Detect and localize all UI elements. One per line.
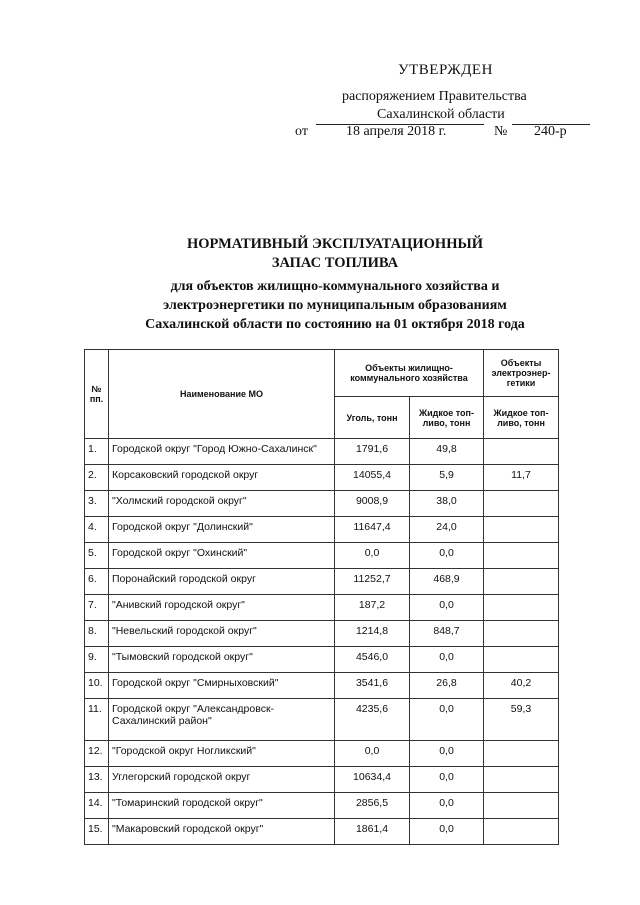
table-row bbox=[85, 569, 559, 595]
row-number: 10. bbox=[85, 673, 109, 699]
row-liquid-fuel-value: 38,0 bbox=[410, 491, 484, 517]
row-liquid-fuel-value: 0,0 bbox=[410, 699, 484, 741]
row-energy-liquid-fuel-value bbox=[484, 439, 559, 465]
row-coal-value: 187,2 bbox=[335, 595, 410, 621]
row-energy-liquid-fuel-value bbox=[484, 793, 559, 819]
row-liquid-fuel-value: 848,7 bbox=[410, 621, 484, 647]
approval-heading: УТВЕРЖДЕН bbox=[398, 62, 493, 78]
header-coal: Уголь, тонн bbox=[335, 397, 410, 439]
row-number: 7. bbox=[85, 595, 109, 621]
title-line-2: ЗАПАС ТОПЛИВА bbox=[271, 255, 399, 271]
subtitle-line-1: для объектов жилищно-коммунального хозяйства и bbox=[170, 279, 500, 294]
row-energy-liquid-fuel-value bbox=[484, 767, 559, 793]
row-number: 4. bbox=[85, 517, 109, 543]
row-energy-liquid-fuel-value bbox=[484, 819, 559, 845]
row-municipality-name: Поронайский городской округ bbox=[109, 569, 335, 595]
row-coal-value: 10634,4 bbox=[335, 767, 410, 793]
row-coal-value: 1791,6 bbox=[335, 439, 410, 465]
row-coal-value: 9008,9 bbox=[335, 491, 410, 517]
row-liquid-fuel-value: 468,9 bbox=[410, 569, 484, 595]
approval-line-2: Сахалинской области bbox=[377, 107, 505, 122]
row-coal-value: 3541,6 bbox=[335, 673, 410, 699]
table-row bbox=[85, 741, 559, 767]
row-number: 5. bbox=[85, 543, 109, 569]
table-row bbox=[85, 465, 559, 491]
table-row bbox=[85, 767, 559, 793]
table-row bbox=[85, 647, 559, 673]
row-number: 2. bbox=[85, 465, 109, 491]
row-energy-liquid-fuel-value bbox=[484, 647, 559, 673]
header-name: Наименование МО bbox=[109, 350, 335, 439]
title-line-1: НОРМАТИВНЫЙ ЭКСПЛУАТАЦИОННЫЙ bbox=[186, 236, 483, 252]
row-liquid-fuel-value: 26,8 bbox=[410, 673, 484, 699]
row-energy-liquid-fuel-value bbox=[484, 621, 559, 647]
subtitle-line-2: электроэнергетики по муниципальным образованиям bbox=[163, 298, 507, 313]
row-number: 6. bbox=[85, 569, 109, 595]
row-energy-liquid-fuel-value: 11,7 bbox=[484, 465, 559, 491]
row-municipality-name: Городской округ "Охинский" bbox=[109, 543, 335, 569]
approval-line-1: распоряжением Правительства bbox=[342, 89, 527, 104]
row-municipality-name: Корсаковский городской округ bbox=[109, 465, 335, 491]
row-liquid-fuel-value: 0,0 bbox=[410, 819, 484, 845]
header-liquid-energy: Жидкое топ-ливо, тонн bbox=[484, 397, 559, 439]
row-liquid-fuel-value: 49,8 bbox=[410, 439, 484, 465]
row-liquid-fuel-value: 0,0 bbox=[410, 741, 484, 767]
row-municipality-name: Городской округ "Александровск-Сахалинский район" bbox=[109, 699, 335, 741]
row-coal-value: 0,0 bbox=[335, 543, 410, 569]
table-row bbox=[85, 439, 559, 465]
row-energy-liquid-fuel-value bbox=[484, 491, 559, 517]
table-row bbox=[85, 595, 559, 621]
row-number: 14. bbox=[85, 793, 109, 819]
header-housing-group: Объекты жилищно-коммунального хозяйства bbox=[335, 350, 484, 397]
header-liquid-housing: Жидкое топ-ливо, тонн bbox=[410, 397, 484, 439]
row-coal-value: 4546,0 bbox=[335, 647, 410, 673]
row-number: 1. bbox=[85, 439, 109, 465]
approval-number: 240-р bbox=[534, 124, 567, 139]
row-number: 8. bbox=[85, 621, 109, 647]
row-coal-value: 2856,5 bbox=[335, 793, 410, 819]
row-energy-liquid-fuel-value bbox=[484, 569, 559, 595]
row-coal-value: 1214,8 bbox=[335, 621, 410, 647]
row-liquid-fuel-value: 0,0 bbox=[410, 595, 484, 621]
subtitle-line-3: Сахалинской области по состоянию на 01 октября 2018 года bbox=[145, 317, 525, 332]
fuel-reserve-table bbox=[84, 349, 559, 845]
from-label: от bbox=[295, 124, 308, 139]
row-liquid-fuel-value: 0,0 bbox=[410, 793, 484, 819]
row-energy-liquid-fuel-value bbox=[484, 741, 559, 767]
table-row bbox=[85, 517, 559, 543]
row-liquid-fuel-value: 0,0 bbox=[410, 767, 484, 793]
row-coal-value: 11647,4 bbox=[335, 517, 410, 543]
row-municipality-name: "Холмский городской округ" bbox=[109, 491, 335, 517]
approval-date: 18 апреля 2018 г. bbox=[346, 124, 447, 139]
row-municipality-name: "Томаринский городской округ" bbox=[109, 793, 335, 819]
row-municipality-name: "Тымовский городской округ" bbox=[109, 647, 335, 673]
row-municipality-name: "Макаровский городской округ" bbox=[109, 819, 335, 845]
row-energy-liquid-fuel-value bbox=[484, 543, 559, 569]
table-row bbox=[85, 699, 559, 741]
row-energy-liquid-fuel-value: 59,3 bbox=[484, 699, 559, 741]
row-municipality-name: Городской округ "Смирныховский" bbox=[109, 673, 335, 699]
row-energy-liquid-fuel-value bbox=[484, 595, 559, 621]
table-row bbox=[85, 491, 559, 517]
table-row bbox=[85, 793, 559, 819]
row-number: 11. bbox=[85, 699, 109, 741]
row-number: 12. bbox=[85, 741, 109, 767]
row-liquid-fuel-value: 5,9 bbox=[410, 465, 484, 491]
row-municipality-name: "Невельский городской округ" bbox=[109, 621, 335, 647]
row-municipality-name: Углегорский городской округ bbox=[109, 767, 335, 793]
row-coal-value: 14055,4 bbox=[335, 465, 410, 491]
row-liquid-fuel-value: 0,0 bbox=[410, 647, 484, 673]
row-number: 9. bbox=[85, 647, 109, 673]
table-row bbox=[85, 673, 559, 699]
table-row bbox=[85, 543, 559, 569]
row-liquid-fuel-value: 24,0 bbox=[410, 517, 484, 543]
row-municipality-name: "Городской округ Ногликский" bbox=[109, 741, 335, 767]
row-municipality-name: Городской округ "Город Южно-Сахалинск" bbox=[109, 439, 335, 465]
header-energy-group: Объекты электроэнер-гетики bbox=[484, 350, 559, 397]
header-num: № пп. bbox=[85, 350, 109, 439]
row-coal-value: 4235,6 bbox=[335, 699, 410, 741]
table-row bbox=[85, 621, 559, 647]
row-number: 15. bbox=[85, 819, 109, 845]
row-municipality-name: Городской округ "Долинский" bbox=[109, 517, 335, 543]
approval-date-line bbox=[290, 124, 600, 144]
row-energy-liquid-fuel-value: 40,2 bbox=[484, 673, 559, 699]
row-energy-liquid-fuel-value bbox=[484, 517, 559, 543]
row-number: 3. bbox=[85, 491, 109, 517]
row-municipality-name: "Анивский городской округ" bbox=[109, 595, 335, 621]
row-number: 13. bbox=[85, 767, 109, 793]
row-coal-value: 11252,7 bbox=[335, 569, 410, 595]
table-row bbox=[85, 819, 559, 845]
row-coal-value: 0,0 bbox=[335, 741, 410, 767]
number-label: № bbox=[494, 124, 508, 139]
row-coal-value: 1861,4 bbox=[335, 819, 410, 845]
row-liquid-fuel-value: 0,0 bbox=[410, 543, 484, 569]
